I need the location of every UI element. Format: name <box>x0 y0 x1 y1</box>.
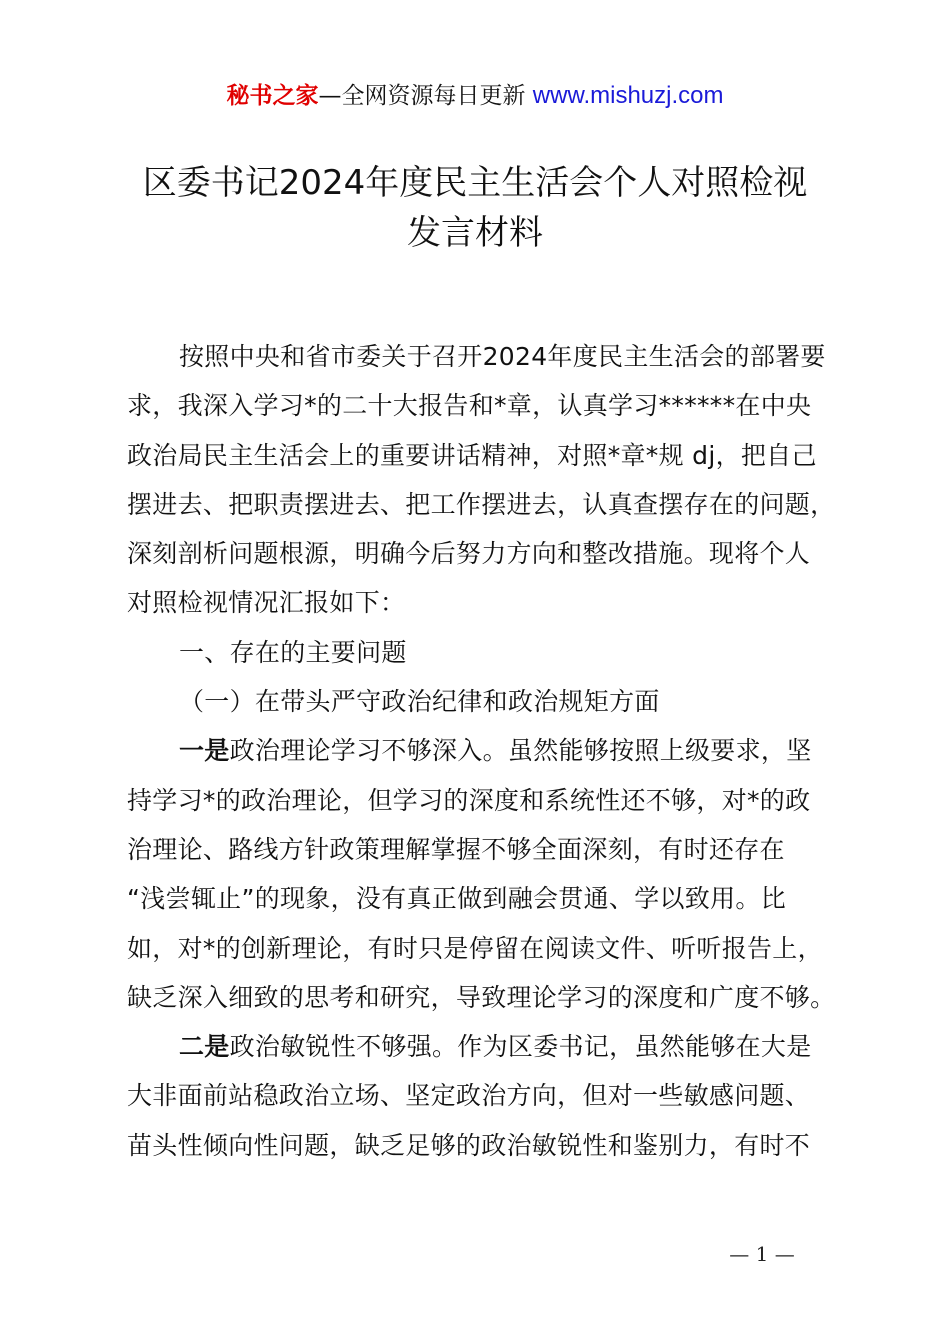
document-title-line-2: 发言材料 <box>407 213 543 253</box>
point-1-line: 治理论、路线方针政策理解掌握不够全面深刻，有时还存在 <box>127 834 785 864</box>
subsection-heading: （一）在带头严守政治纪律和政治规矩方面 <box>179 687 660 717</box>
document-title <box>60 158 890 258</box>
point-2-line: 苗头性倾向性问题，缺乏足够的政治敏锐性和鉴别力，有时不 <box>127 1130 811 1160</box>
point-1-label: 一是 <box>179 736 230 766</box>
point-2-line: 大非面前站稳政治立场、坚定政治方向，但对一些敏感问题、 <box>127 1081 811 1111</box>
site-header <box>0 80 950 112</box>
document-title-line-1: 区委书记2024年度民主生活会个人对照检视 <box>142 163 808 203</box>
page-number: — 1 — <box>729 1242 795 1266</box>
intro-line: 政治局民主生活会上的重要讲话精神，对照*章*规 dj，把自己 <box>127 440 817 470</box>
point-2-text: 政治敏锐性不够强。作为区委书记，虽然能够在大是 <box>229 1032 812 1062</box>
intro-line: 求，我深入学习*的二十大报告和*章，认真学习******在中央 <box>127 391 812 421</box>
header-url-link[interactable]: www.mishuzj.com <box>532 82 724 109</box>
header-tagline: —全网资源每日更新 <box>318 83 526 109</box>
intro-line: 对照检视情况汇报如下： <box>127 588 406 618</box>
section-heading: 一、存在的主要问题 <box>179 637 407 667</box>
point-1-first-line <box>127 726 835 775</box>
point-2-label: 二是 <box>179 1032 230 1062</box>
point-1-line: “浅尝辄止”的现象，没有真正做到融会贯通、学以致用。比 <box>127 884 787 914</box>
document-body <box>127 332 835 1170</box>
intro-line: 摆进去、把职责摆进去、把工作摆进去，认真查摆存在的问题， <box>127 489 836 519</box>
header-brand: 秘书之家 <box>226 83 319 109</box>
intro-line: 按照中央和省市委关于召开2024年度民主生活会的部署要 <box>179 342 826 371</box>
point-1-line: 如，对*的创新理论，有时只是停留在阅读文件、听听报告上， <box>127 933 823 963</box>
point-1-line: 持学习*的政治理论，但学习的深度和系统性还不够，对*的政 <box>127 785 811 815</box>
intro-line: 深刻剖析问题根源，明确今后努力方向和整改措施。现将个人 <box>127 539 811 569</box>
point-2-first-line <box>127 1022 835 1071</box>
point-1-text: 政治理论学习不够深入。虽然能够按照上级要求，坚 <box>229 736 812 766</box>
point-1-line: 缺乏深入细致的思考和研究，导致理论学习的深度和广度不够。 <box>127 982 836 1012</box>
